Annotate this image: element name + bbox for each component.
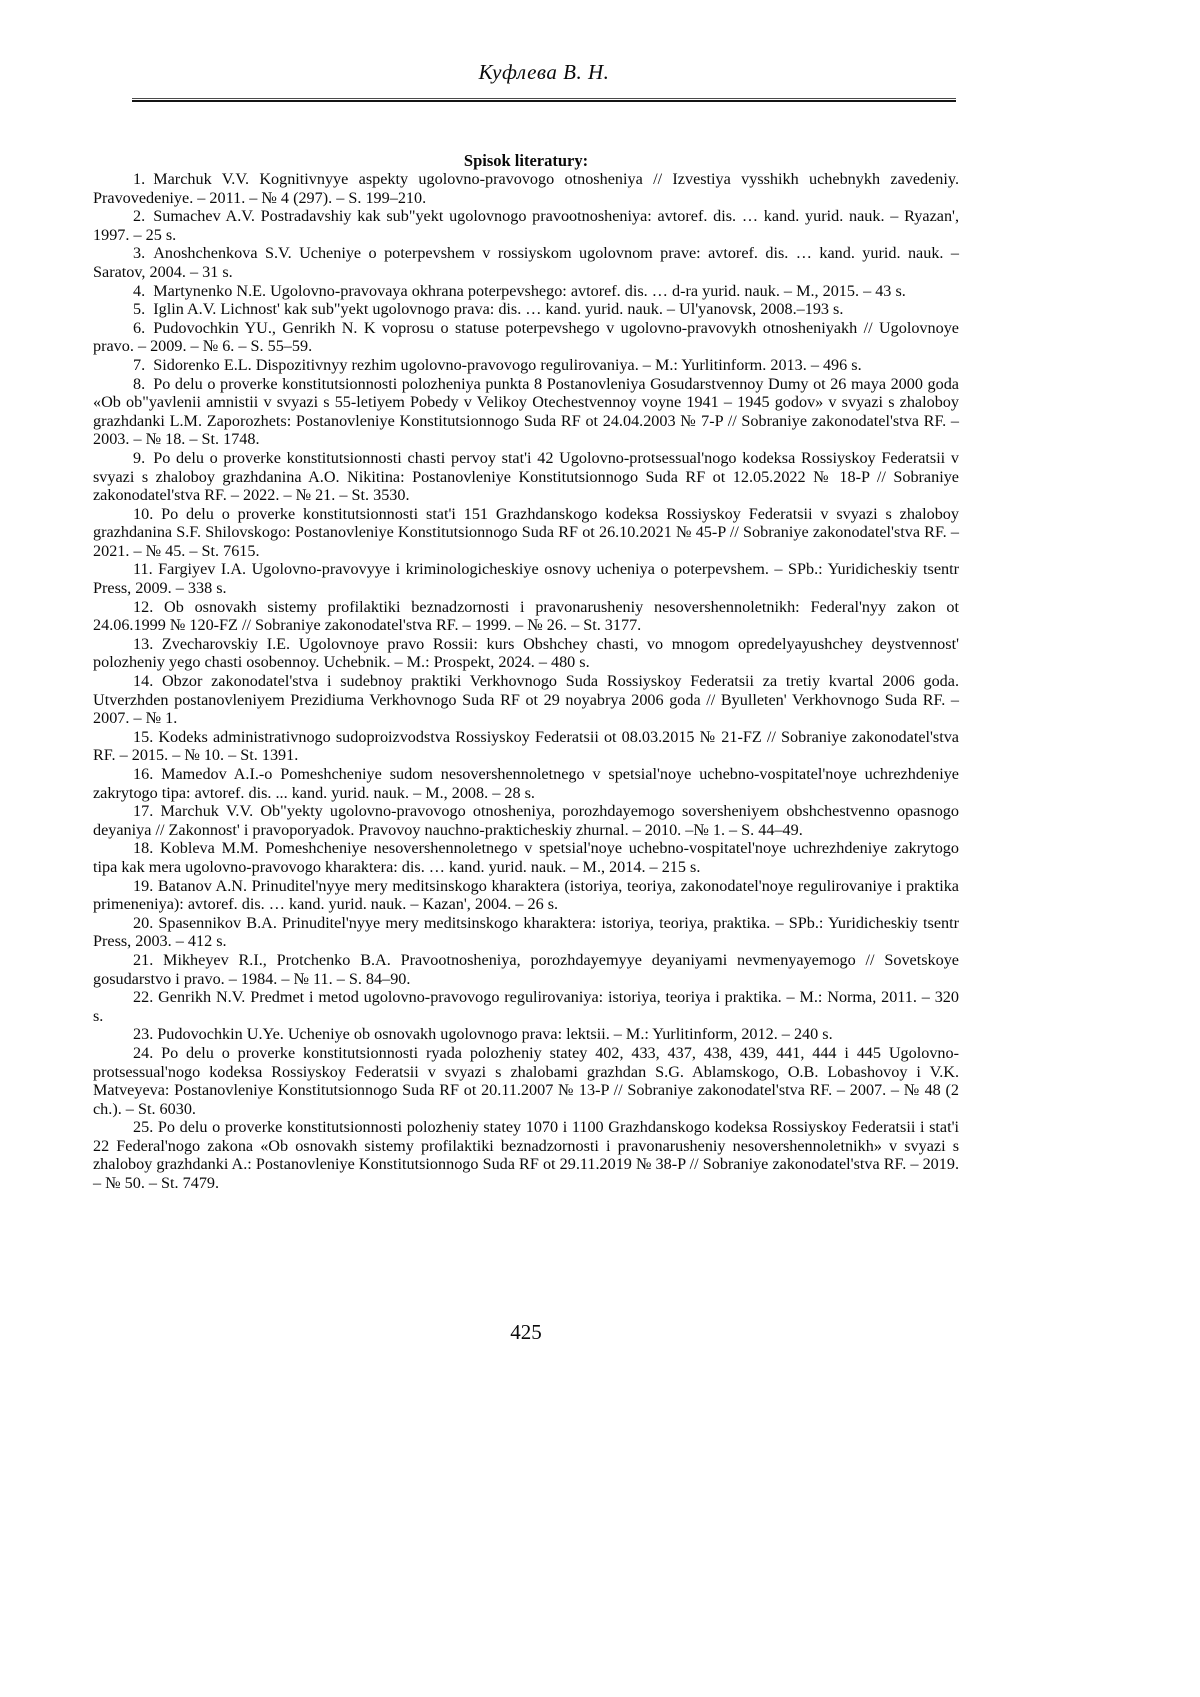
reference-item: 13. Zvecharovskiy I.E. Ugolovnoye pravo Rossii: kurs Obshchey chasti, vo mnogom opredelyayushchey deystvennost' polozheniy yego chasti osobennoy. Uchebnik. – M.: Prospekt, 2024. – 480 s.	[93, 634, 959, 672]
running-head-author: Куфлева В. Н.	[478, 60, 610, 84]
reference-item: 11. Fargiyev I.A. Ugolovno-pravovyye i kriminologicheskiye osnovy ucheniya o poterpevshem. – SPb.: Yuridicheskiy tsentr Press, 2009. – 338 s.	[93, 560, 959, 598]
reference-item: 25. Po delu o proverke konstitutsionnosti polozheniy statey 1070 i 1100 Grazhdanskogo kodeksa Rossiyskoy Federatsii i stat'i 22 Federal'nogo zakona «Ob osnovakh sistemy profilaktiki beznadzornosti i pravonarusheniy nesovershennoletnikh» v svyazi s zhaloboy grazhdanki A.: Postanovleniye Konstitutsionnogo Suda RF ot 29.11.2019 № 38-P // Sobraniye zakonodatel'stva RF. – 2019. – № 50. – St. 7479.	[93, 1118, 959, 1193]
reference-item: 9. Po delu o proverke konstitutsionnosti chasti pervoy stat'i 42 Ugolovno-protsessual'nogo kodeksa Rossiyskoy Federatsii v svyazi s zhaloboy grazhdanina A.O. Nikitina: Postanovleniye Konstitutsionnogo Suda RF ot 12.05.2022 № 18-P // Sobraniye zakonodatel'stva RF. – 2022. – № 21. – St. 3530.	[93, 448, 959, 505]
reference-item: 16. Mamedov A.I.-o Pomeshcheniye sudom nesovershennoletnego v spetsial'noye uchebno-vospitatel'noye uchrezhdeniye zakrytogo tipa: avtoref. dis. ... kand. yurid. nauk. – M., 2008. – 28 s.	[93, 765, 959, 802]
reference-item: 6. Pudovochkin YU., Genrikh N. K voprosu o statuse poterpevshego v ugolovno-pravovykh otnosheniyakh // Ugolovnoye pravo. – 2009. – № 6. – S. 55–59.	[93, 318, 959, 356]
reference-item: 17. Marchuk V.V. Ob"yekty ugolovno-pravovogo otnosheniya, porozhdayemogo soversheniyem obshchestvenno opasnogo deyaniya // Zakonnost' i pravoporyadok. Pravovoy nauchno-prakticheskiy zhurnal. – 2010. –№ 1. – S. 44–49.	[93, 802, 959, 839]
reference-item: 4. Martynenko N.E. Ugolovno-pravovaya okhrana poterpevshego: avtoref. dis. … d-ra yurid. nauk. – M., 2015. – 43 s.	[133, 281, 906, 300]
reference-item: 8. Po delu o proverke konstitutsionnosti polozheniya punkta 8 Postanovleniya Gosudarstvennoy Dumy ot 26 maya 2000 goda «Ob ob"yavlenii amnistii v svyazi s 55-letiyem Pobedy v Velikoy Otechestvennoy voyne 1941 – 1945 godov» v svyazi s zhaloboy grazhdanki L.M. Zaporozhets: Postanovleniye Konstitutsionnogo Suda RF ot 24.04.2003 № 7-P // Sobraniye zakonodatel'stva RF. – 2003. – № 18. – St. 1748.	[93, 374, 959, 449]
reference-item: 18. Kobleva M.M. Pomeshcheniye nesovershennoletnego v spetsial'noye uchebno-vospitatel'noye uchrezhdeniye zakrytogo tipa kak mera ugolovno-pravovogo kharaktera: dis. … kand. yurid. nauk. – M., 2014. – 215 s.	[93, 839, 959, 876]
reference-list	[93, 170, 959, 1193]
reference-item: 12. Ob osnovakh sistemy profilaktiki beznadzornosti i pravonarusheniy nesovershennoletnikh: Federal'nyy zakon ot 24.06.1999 № 120-FZ // Sobraniye zakonodatel'stva RF. – 1999. – № 26. – St. 3177.	[93, 597, 959, 635]
page-number: 425	[510, 1320, 542, 1344]
header-divider-rule	[132, 98, 956, 102]
reference-item: 15. Kodeks administrativnogo sudoproizvodstva Rossiyskoy Federatsii ot 08.03.2015 № 21-FZ // Sobraniye zakonodatel'stva RF. – 2015. – № 10. – St. 1391.	[93, 727, 959, 765]
reference-item: 24. Po delu o proverke konstitutsionnosti ryada polozheniy statey 402, 433, 437, 438, 439, 441, 444 i 445 Ugolovno-protsessual'nogo kodeksa Rossiyskoy Federatsii v svyazi s zhalobami grazhdan S.G. Ablamskogo, O.B. Lobashovoy i V.K. Matveyeva: Postanovleniye Konstitutsionnogo Suda RF ot 20.11.2007 № 13-P // Sobraniye zakonodatel'stva RF. – 2007. – № 48 (2 ch.). – St. 6030.	[93, 1043, 959, 1118]
references-section-title: Spisok literatury:	[463, 151, 589, 170]
reference-item: 3. Anoshchenkova S.V. Ucheniye o poterpevshem v rossiyskom ugolovnom prave: avtoref. dis. … kand. yurid. nauk. – Saratov, 2004. – 31 s.	[93, 244, 959, 281]
page-content	[93, 151, 959, 1193]
reference-item: 20. Spasennikov B.A. Prinuditel'nyye mery meditsinskogo kharaktera: istoriya, teoriya, praktika. – SPb.: Yuridicheskiy tsentr Press, 2003. – 412 s.	[93, 913, 959, 951]
reference-item: 19. Batanov A.N. Prinuditel'nyye mery meditsinskogo kharaktera (istoriya, teoriya, zakonodatel'noye regulirovaniye i praktika primeneniya): avtoref. dis. … kand. yurid. nauk. – Kazan', 2004. – 26 s.	[93, 876, 959, 914]
reference-item: 10. Po delu o proverke konstitutsionnosti stat'i 151 Grazhdanskogo kodeksa Rossiyskoy Federatsii v svyazi s zhaloboy grazhdanina S.F. Shilovskogo: Postanovleniye Konstitutsionnogo Suda RF ot 26.10.2021 № 45-P // Sobraniye zakonodatel'stva RF. – 2021. – № 45. – St. 7615.	[93, 504, 959, 560]
reference-item: 1. Marchuk V.V. Kognitivnyye aspekty ugolovno-pravovogo otnosheniya // Izvestiya vysshikh uchebnykh zavedeniy. Pravovedeniye. – 2011. – № 4 (297). – S. 199–210.	[93, 170, 959, 207]
reference-item: 7. Sidorenko E.L. Dispozitivnyy rezhim ugolovno-pravovogo regulirovaniya. – M.: Yurlitinform. 2013. – 496 s.	[133, 355, 862, 374]
reference-item: 23. Pudovochkin U.Ye. Ucheniye ob osnovakh ugolovnogo prava: lektsii. – M.: Yurlitinform, 2012. – 240 s.	[133, 1025, 833, 1044]
reference-item: 5. Iglin A.V. Lichnost' kak sub"yekt ugolovnogo prava: dis. … kand. yurid. nauk. – Ul'yanovsk, 2008.–193 s.	[133, 300, 844, 319]
reference-item: 22. Genrikh N.V. Predmet i metod ugolovno-pravovogo regulirovaniya: istoriya, teoriya i praktika. – M.: Norma, 2011. – 320 s.	[93, 988, 959, 1025]
reference-item: 14. Obzor zakonodatel'stva i sudebnoy praktiki Verkhovnogo Suda Rossiyskoy Federatsii za tretiy kvartal 2006 goda. Utverzhden postanovleniyem Prezidiuma Verkhovnogo Suda RF ot 29 noyabrya 2006 goda // Byulleten' Verkhovnogo Suda RF. – 2007. – № 1.	[93, 672, 959, 728]
reference-item: 2. Sumachev A.V. Postradavshiy kak sub"yekt ugolovnogo pravootnosheniya: avtoref. dis. … kand. yurid. nauk. – Ryazan', 1997. – 25 s.	[93, 207, 959, 244]
reference-item: 21. Mikheyev R.I., Protchenko B.A. Pravootnosheniya, porozhdayemyye deyaniyami nevmenyayemogo // Sovetskoye gosudarstvo i pravo. – 1984. – № 11. – S. 84–90.	[93, 950, 959, 988]
